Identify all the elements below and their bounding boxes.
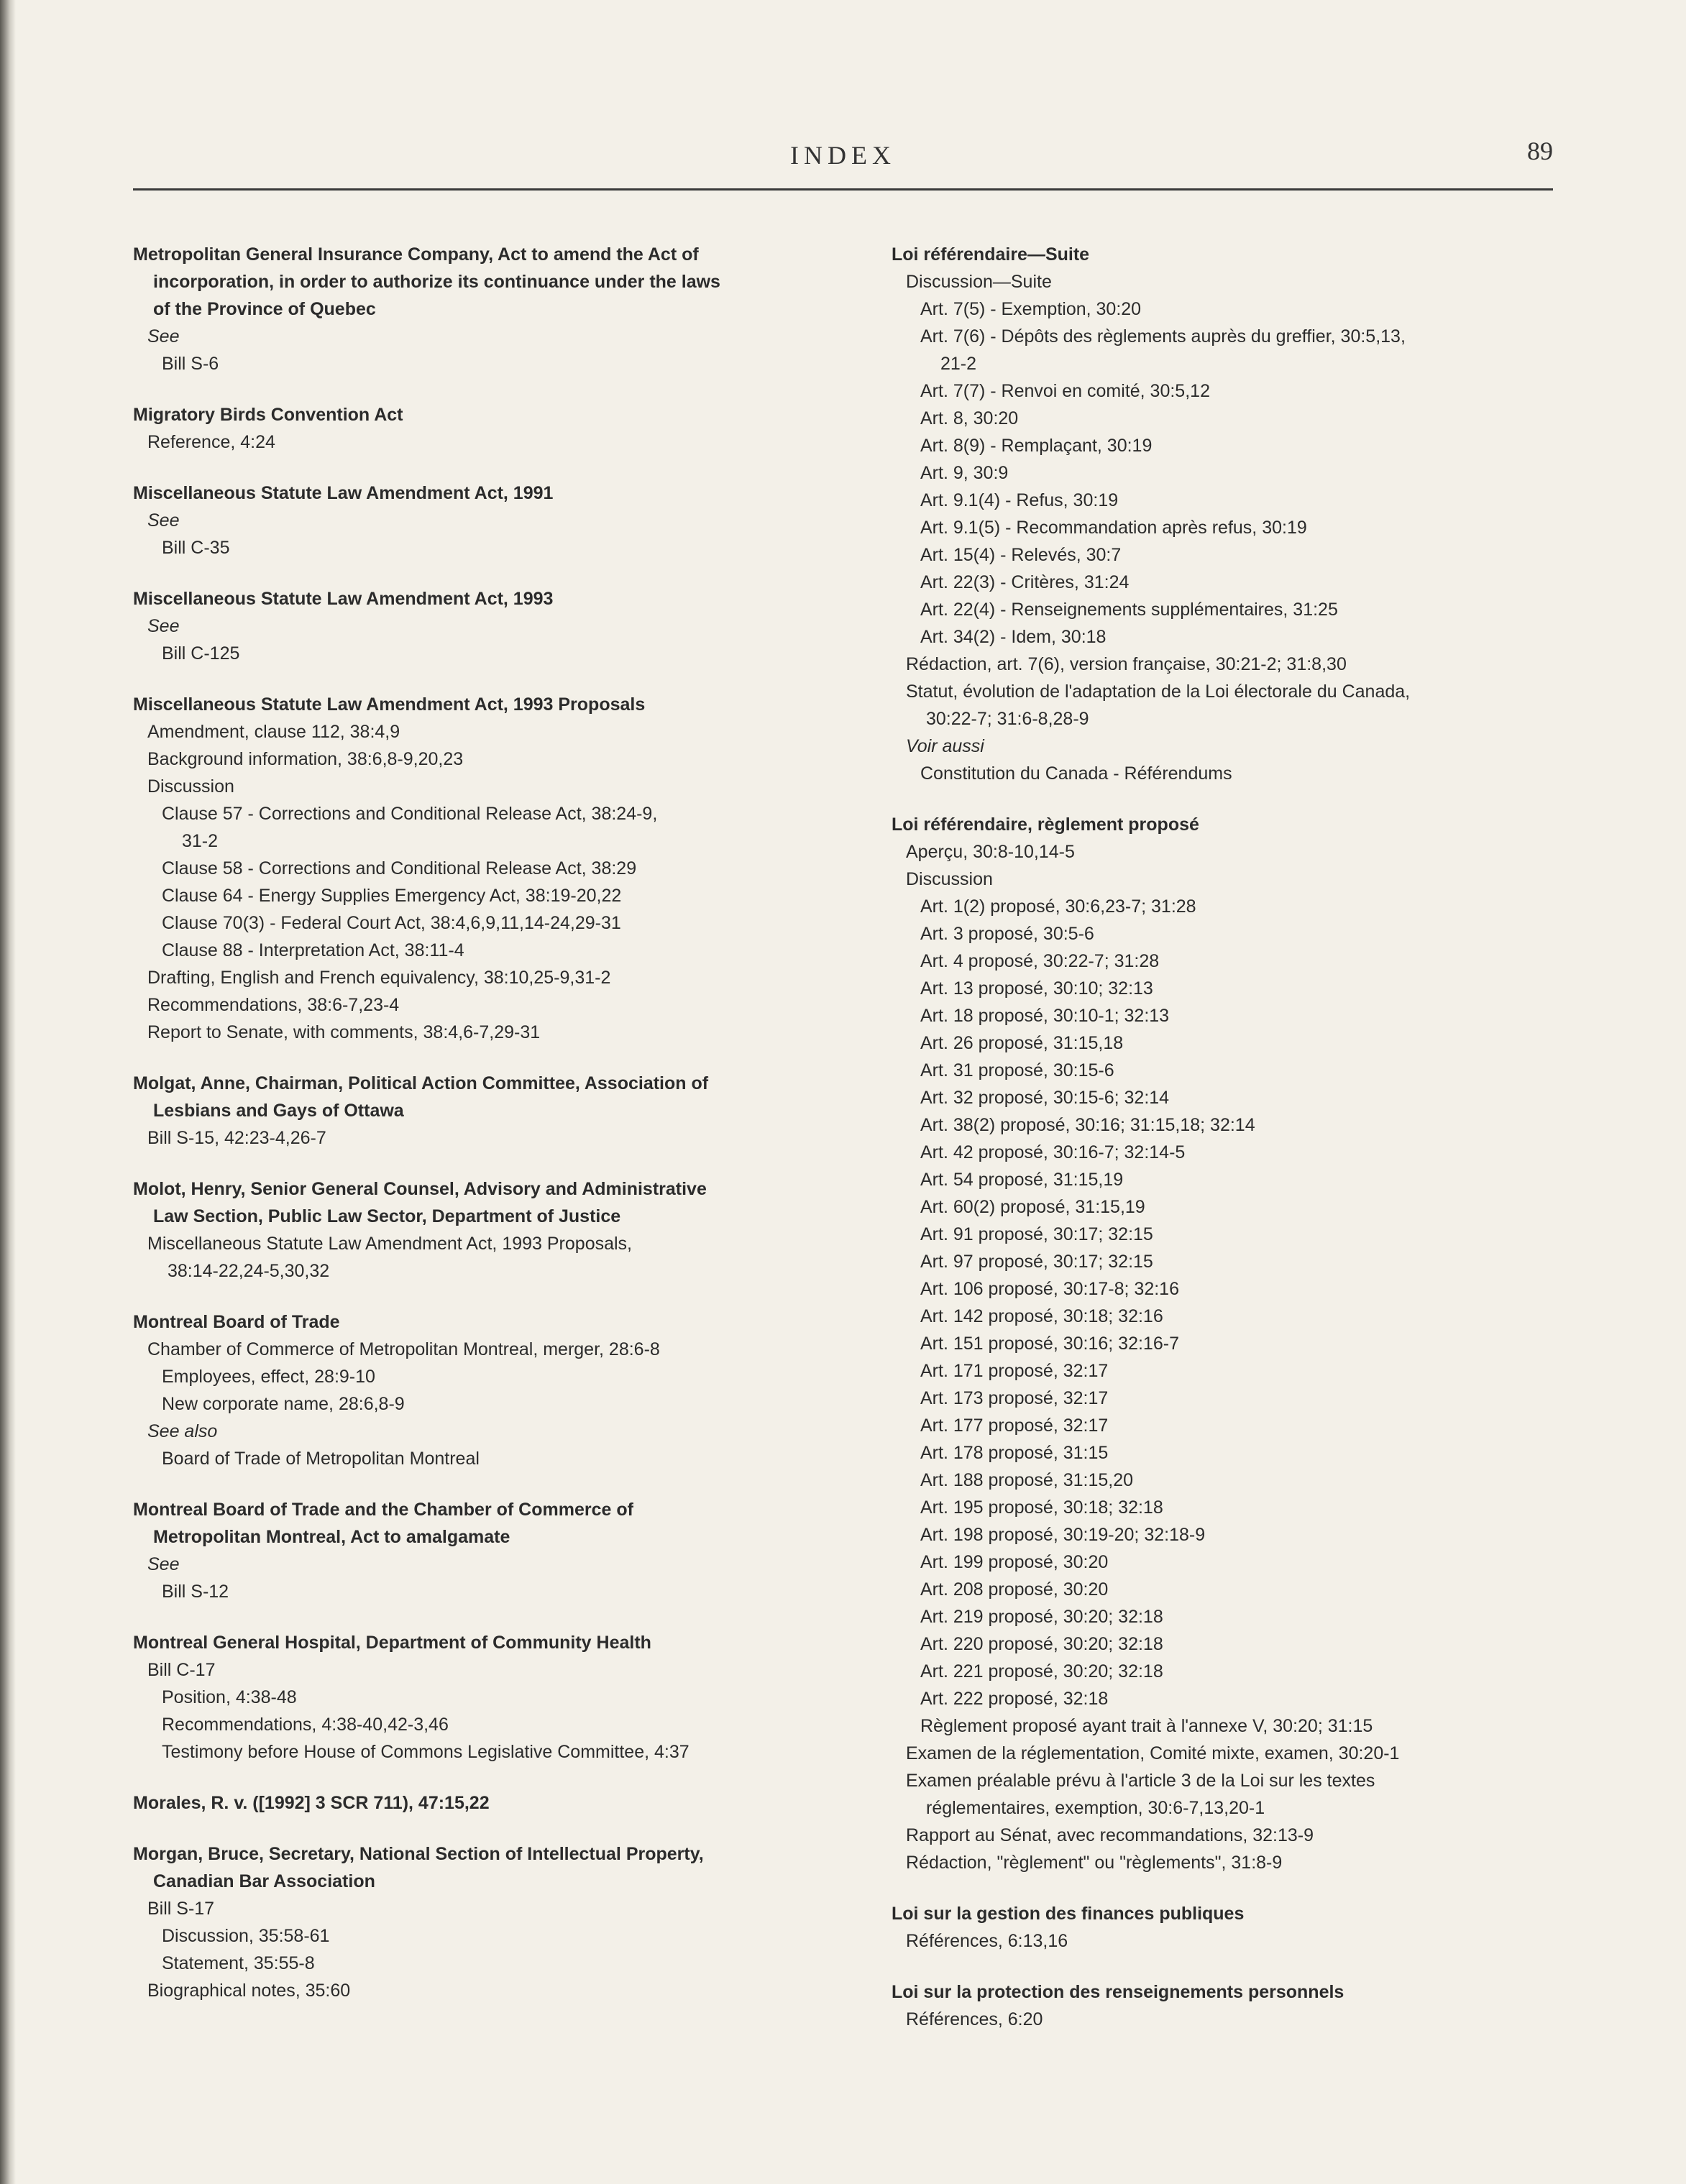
index-subentry: Art. 195 proposé, 30:18; 32:18 [920,1497,1163,1518]
header-rule [133,188,1553,191]
index-subentry: Bill C-125 [162,643,240,664]
index-heading: incorporation, in order to authorize its continuance under the laws [153,272,720,292]
index-subentry: Report to Senate, with comments, 38:4,6-7,29-31 [147,1022,541,1042]
index-subentry: Art. 173 proposé, 32:17 [920,1388,1109,1408]
index-subentry: Art. 34(2) - Idem, 30:18 [920,627,1107,647]
page-header [133,133,1553,191]
index-subentry: Art. 220 proposé, 30:20; 32:18 [920,1634,1163,1654]
index-heading: Montreal Board of Trade and the Chamber of Commerce of [133,1500,633,1520]
index-entry [892,1978,1553,2033]
index-subentry: Art. 8, 30:20 [920,408,1019,428]
index-heading: Montreal General Hospital, Department of Community Health [133,1633,651,1653]
index-subentry: Clause 57 - Corrections and Conditional Release Act, 38:24-9, [162,804,658,824]
index-heading: Miscellaneous Statute Law Amendment Act, 1991 [133,483,554,503]
index-heading: Miscellaneous Statute Law Amendment Act, 1993 Proposals [133,694,646,715]
index-heading: Lesbians and Gays of Ottawa [153,1101,404,1121]
index-subentry: Employees, effect, 28:9-10 [162,1367,375,1387]
index-heading: Migratory Birds Convention Act [133,405,403,425]
index-subentry: Art. 97 proposé, 30:17; 32:15 [920,1252,1153,1272]
index-subentry: 21-2 [940,354,977,374]
index-subentry: Chamber of Commerce of Metropolitan Montreal, merger, 28:6-8 [147,1339,660,1359]
index-heading: Loi sur la protection des renseignements personnels [892,1982,1344,2002]
index-entry [892,1900,1553,1955]
index-subentry: Statement, 35:55-8 [162,1953,315,1973]
index-entry [133,480,852,561]
index-subentry: Bill C-35 [162,538,230,558]
index-subentry: Testimony before House of Commons Legislative Committee, 4:37 [162,1742,689,1762]
index-subentry: Art. 7(6) - Dépôts des règlements auprès du greffier, 30:5,13, [920,326,1406,347]
index-subentry: Art. 171 proposé, 32:17 [920,1361,1109,1381]
cross-reference-label: See [147,510,180,531]
index-entry [892,241,1553,787]
index-subentry: Art. 142 proposé, 30:18; 32:16 [920,1306,1163,1326]
index-subentry: Art. 199 proposé, 30:20 [920,1552,1109,1572]
index-subentry: Bill S-15, 42:23-4,26-7 [147,1128,326,1148]
index-subentry: Art. 9, 30:9 [920,463,1009,483]
index-subentry: Rédaction, art. 7(6), version française, 30:21-2; 31:8,30 [906,654,1347,674]
index-subentry: réglementaires, exemption, 30:6-7,13,20-1 [926,1798,1265,1818]
index-subentry: 31-2 [182,831,219,851]
index-subentry: Art. 7(5) - Exemption, 30:20 [920,299,1142,319]
index-entry [133,1308,852,1472]
index-subentry: 38:14-22,24-5,30,32 [168,1261,330,1281]
index-heading: Loi référendaire—Suite [892,244,1090,265]
index-subentry: Art. 188 proposé, 31:15,20 [920,1470,1134,1490]
index-entry [133,1840,852,2004]
index-subentry: Art. 31 proposé, 30:15-6 [920,1060,1114,1080]
index-heading: Law Section, Public Law Sector, Department of Justice [153,1206,621,1226]
index-subentry: Examen de la réglementation, Comité mixte, examen, 30:20-1 [906,1743,1400,1763]
index-entry [133,1629,852,1766]
index-subentry: New corporate name, 28:6,8-9 [162,1394,405,1414]
index-subentry: Board of Trade of Metropolitan Montreal [162,1449,480,1469]
cross-reference-label: Voir aussi [906,736,984,756]
index-heading: of the Province of Quebec [153,299,376,319]
index-subentry: Art. 7(7) - Renvoi en comité, 30:5,12 [920,381,1210,401]
index-entry [133,691,852,1046]
index-subentry: Art. 178 proposé, 31:15 [920,1443,1109,1463]
index-subentry: Art. 38(2) proposé, 30:16; 31:15,18; 32:14 [920,1115,1255,1135]
index-entry [892,811,1553,1876]
index-subentry: Art. 9.1(5) - Recommandation après refus, 30:19 [920,518,1307,538]
index-entry [133,1175,852,1285]
index-subentry: Clause 70(3) - Federal Court Act, 38:4,6,9,11,14-24,29-31 [162,913,621,933]
index-subentry: Miscellaneous Statute Law Amendment Act, 1993 Proposals, [147,1234,632,1254]
index-heading: Miscellaneous Statute Law Amendment Act, 1993 [133,589,554,609]
index-subentry: Clause 58 - Corrections and Conditional Release Act, 38:29 [162,858,637,878]
index-entry [133,1070,852,1152]
index-subentry: Art. 3 proposé, 30:5-6 [920,924,1094,944]
left-column [133,241,852,2004]
right-column [892,241,1553,2033]
index-subentry: Art. 151 proposé, 30:16; 32:16-7 [920,1334,1179,1354]
index-entry [133,241,852,377]
index-subentry: Références, 6:20 [906,2009,1043,2029]
index-subentry: Art. 22(3) - Critères, 31:24 [920,572,1130,592]
index-subentry: Art. 13 proposé, 30:10; 32:13 [920,978,1153,999]
index-subentry: 30:22-7; 31:6-8,28-9 [926,709,1089,729]
index-subentry: Art. 54 proposé, 31:15,19 [920,1170,1124,1190]
index-subentry: Recommendations, 4:38-40,42-3,46 [162,1715,449,1735]
page-title: INDEX [790,141,896,170]
index-entry [133,585,852,667]
index-heading: Molgat, Anne, Chairman, Political Action Committee, Association of [133,1073,709,1093]
index-subentry: Discussion [906,869,993,889]
index-subentry: Règlement proposé ayant trait à l'annexe V, 30:20; 31:15 [920,1716,1373,1736]
index-heading: Morales, R. v. ([1992] 3 SCR 711), 47:15,22 [133,1793,490,1813]
index-subentry: Discussion—Suite [906,272,1052,292]
index-subentry: Références, 6:13,16 [906,1931,1068,1951]
index-heading: Metropolitan General Insurance Company, Act to amend the Act of [133,244,699,265]
index-heading: Canadian Bar Association [153,1871,375,1891]
index-subentry: Biographical notes, 35:60 [147,1981,351,2001]
index-subentry: Background information, 38:6,8-9,20,23 [147,749,464,769]
cross-reference-label: See [147,616,180,636]
index-heading: Montreal Board of Trade [133,1312,340,1332]
index-heading: Molot, Henry, Senior General Counsel, Advisory and Administrative [133,1179,707,1199]
index-subentry: Clause 64 - Energy Supplies Emergency Act, 38:19-20,22 [162,886,622,906]
index-subentry: Examen préalable prévu à l'article 3 de la Loi sur les textes [906,1771,1375,1791]
index-subentry: Drafting, English and French equivalency, 38:10,25-9,31-2 [147,968,611,988]
index-subentry: Art. 15(4) - Relevés, 30:7 [920,545,1122,565]
index-subentry: Art. 42 proposé, 30:16-7; 32:14-5 [920,1142,1186,1162]
index-subentry: Bill S-12 [162,1582,229,1602]
index-subentry: Art. 18 proposé, 30:10-1; 32:13 [920,1006,1170,1026]
page-binding-shadow [0,0,16,2184]
index-heading: Morgan, Bruce, Secretary, National Section of Intellectual Property, [133,1844,704,1864]
index-entry [133,401,852,456]
index-heading: Loi référendaire, règlement proposé [892,815,1199,835]
index-subentry: Art. 1(2) proposé, 30:6,23-7; 31:28 [920,896,1196,917]
index-entry [133,1496,852,1605]
cross-reference-label: See also [147,1421,218,1441]
index-subentry: Recommendations, 38:6-7,23-4 [147,995,400,1015]
index-subentry: Amendment, clause 112, 38:4,9 [147,722,400,742]
index-subentry: Art. 222 proposé, 32:18 [920,1689,1109,1709]
index-subentry: Constitution du Canada - Référendums [920,763,1232,784]
index-subentry: Art. 26 proposé, 31:15,18 [920,1033,1124,1053]
index-subentry: Discussion, 35:58-61 [162,1926,330,1946]
index-subentry: Art. 91 proposé, 30:17; 32:15 [920,1224,1153,1244]
index-subentry: Bill S-6 [162,354,219,374]
index-subentry: Art. 8(9) - Remplaçant, 30:19 [920,436,1153,456]
index-subentry: Art. 177 proposé, 32:17 [920,1416,1109,1436]
index-subentry: Art. 219 proposé, 30:20; 32:18 [920,1607,1163,1627]
index-subentry: Art. 32 proposé, 30:15-6; 32:14 [920,1088,1170,1108]
index-subentry: Art. 198 proposé, 30:19-20; 32:18-9 [920,1525,1206,1545]
cross-reference-label: See [147,1554,180,1574]
page-number: 89 [1527,137,1553,165]
index-subentry: Rapport au Sénat, avec recommandations, 32:13-9 [906,1825,1314,1845]
index-subentry: Aperçu, 30:8-10,14-5 [906,842,1075,862]
index-subentry: Clause 88 - Interpretation Act, 38:11-4 [162,940,464,960]
index-subentry: Position, 4:38-48 [162,1687,297,1707]
index-subentry: Statut, évolution de l'adaptation de la Loi électorale du Canada, [906,682,1411,702]
index-subentry: Art. 60(2) proposé, 31:15,19 [920,1197,1145,1217]
index-subentry: Art. 106 proposé, 30:17-8; 32:16 [920,1279,1179,1299]
index-subentry: Rédaction, "règlement" ou "règlements", 31:8-9 [906,1853,1283,1873]
index-entry [133,1789,852,1817]
index-heading: Metropolitan Montreal, Act to amalgamate [153,1527,510,1547]
index-subentry: Reference, 4:24 [147,432,275,452]
index-heading: Loi sur la gestion des finances publiques [892,1904,1245,1924]
cross-reference-label: See [147,326,180,347]
index-subentry: Bill C-17 [147,1660,216,1680]
index-subentry: Art. 22(4) - Renseignements supplémentaires, 31:25 [920,600,1338,620]
index-subentry: Art. 221 proposé, 30:20; 32:18 [920,1661,1163,1681]
index-subentry: Discussion [147,776,234,797]
index-subentry: Bill S-17 [147,1899,215,1919]
index-subentry: Art. 9.1(4) - Refus, 30:19 [920,490,1119,510]
index-subentry: Art. 4 proposé, 30:22-7; 31:28 [920,951,1160,971]
index-subentry: Art. 208 proposé, 30:20 [920,1579,1109,1600]
